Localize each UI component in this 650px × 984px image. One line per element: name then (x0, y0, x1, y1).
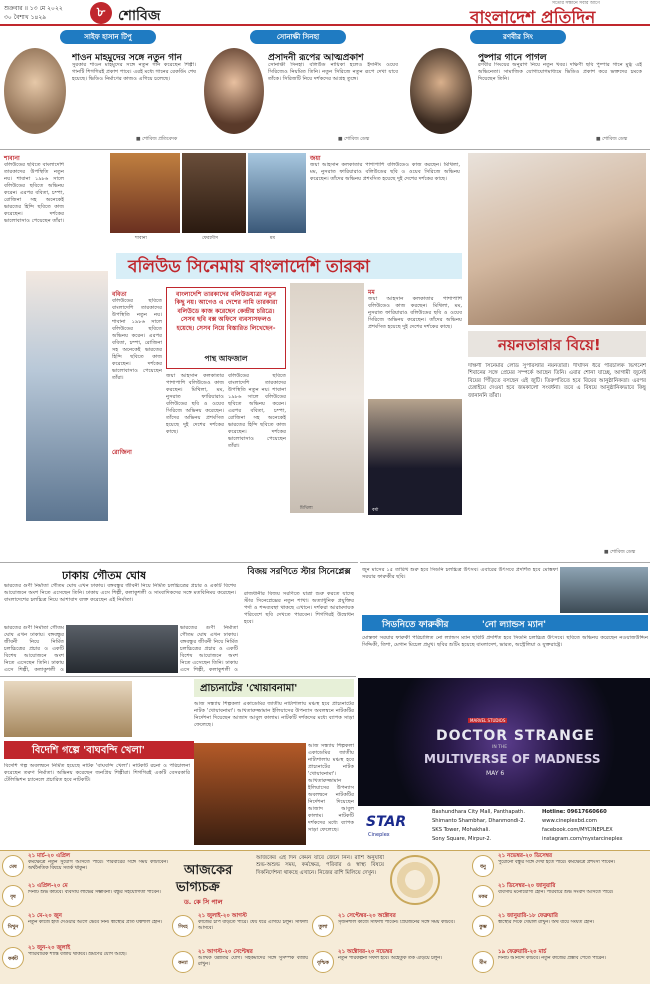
sign-kumbha-icon: কুম্ভ (472, 915, 494, 937)
khoabnama-body: আজ সন্ধ্যায় শিল্পকলা একাডেমির জাতীয় নাট্যশালায় মঞ্চস্থ হবে প্রাচ্যনাটের নাটক 'খোয়াবনামা'। আখতারুজ্জামান ইলিয়াসের উপন্যাস অবলম্বনে নাটকটির নির্দেশনা দিয়েছেন আজাদ আবুল কালাম। নাটকটি দর্শকদের মধ্যে ব্যাপক সাড়া ফেলেছে। (194, 701, 354, 728)
photo-bideshi (4, 681, 132, 737)
sign-mithun-text: নতুন কাজে হাত দেওয়ার আগে ভেবে নিন। স্বাস্থ্যের প্রতি যত্নশীল হোন। (28, 920, 162, 925)
headline-1: শাওন মাহমুদের সঙ্গে নতুন গান (72, 53, 182, 63)
ad-footer (358, 806, 650, 846)
star-logo: STAR (366, 814, 407, 830)
photo-sonakshi (204, 48, 264, 134)
feature-col-d: বলিউডের ছবিতে বাংলাদেশি তারকাদের উপস্থিতি নতুন নয়। শাবানা ১৯৮৬ সালে বলিউডের ছবিতে অভিনয় করেন। এরপর ববিতা, চম্পা, রোজিনা সহ অনেকেই ভারতের হিন্দি ছবিতে কাজ করেছেন। দর্শকের ভালোবাসাও পেয়েছেন তাঁরা। (228, 373, 286, 449)
sign-mithun-icon: মিথুন (2, 915, 24, 937)
credit-1: ■ শোবিজ প্রতিবেদক (136, 137, 178, 142)
sign-karkat-text: পারিবারিক শান্তি বজায় থাকবে। ভ্রমণের যোগ আছে। (28, 952, 127, 957)
feature-banner (116, 253, 462, 279)
sign-mithun-date: ২১ মে-২০ জুন (28, 913, 62, 919)
top-row (0, 28, 650, 150)
nayantara-headline-bar (468, 331, 646, 357)
horoscope-author: ড. কে সি পাল (184, 898, 223, 906)
khoabnama-headline: প্রাচ্যনাটের 'খোয়াবনামা' (200, 683, 298, 694)
sign-meen-text: দিনটি আনন্দে কাটবে। নতুন কাজের প্রস্তাব পেতে পারেন। (498, 956, 606, 961)
horoscope-section (0, 850, 650, 984)
star-cineplex-headline: বিজয় সরণিতে স্টার সিনেপ্লেক্স (247, 567, 351, 577)
ad-date: MAY 6 (486, 770, 505, 777)
no-lands-man-section (360, 562, 650, 674)
sign-tula-text: সৃজনশীল কাজে সাফল্য পাবেন। প্রিয়জনের সঙ্গে সময় কাটবে। (338, 920, 455, 925)
sign-singha-date: ২১ জুলাই-২০ আগস্ট (198, 913, 247, 919)
sign-brish-icon: বৃষ (2, 885, 24, 907)
caption-1: শাবানা (135, 236, 147, 241)
ad-hotline: Hotline: 09617660660 (542, 809, 607, 815)
paper-name: বাংলাদেশ প্রতিদিন (470, 8, 596, 28)
ad-loc-4: Sony Square, Mirpur-2. (432, 836, 492, 842)
photo-shabana (110, 153, 180, 233)
feature-headline: বলিউড সিনেমায় বাংলাদেশি তারকা (128, 257, 370, 277)
nlm-headline-bar (362, 615, 648, 631)
gautam-headline: ঢাকায় গৌতম ঘোষ (62, 569, 147, 582)
sign-brishchik-date: ২১ অক্টোবর-২০ নভেম্বর (338, 949, 393, 955)
section-name: শোবিজ (118, 8, 161, 24)
nayantara-section (464, 151, 650, 561)
ad-brand: MARVEL STUDIOS (470, 718, 506, 723)
byline-3: রণবীর সিং (470, 30, 566, 44)
sub-head-shabana: শাবানা (4, 155, 20, 162)
sign-tula-icon: তুলা (312, 915, 334, 937)
horoscope-intro: আজকের এই দিন কেমন যাবে জেনে নিন। রাশি অনুযায়ী শুভ-অশুভ সময়, কর্মক্ষেত্র, পরিবার ও স্বাস্থ্য বিষয়ে দিকনির্দেশনা থাকছে এখানে। নিজের রাশি মিলিয়ে দেখুন। (256, 855, 384, 876)
ad-facebook: facebook.com/MYCINEPLEX (542, 827, 613, 833)
issue-date-bn: ৩০ বৈশাখ ১৪২৯ (4, 14, 47, 21)
zodiac-wheel-icon (390, 855, 440, 905)
sign-brishchik-icon: বৃশ্চিক (312, 951, 334, 973)
feature-intro-box (166, 287, 286, 369)
bideshi-headline-bar (4, 741, 194, 759)
feature-left-text: বলিউডের ছবিতে বাংলাদেশি তারকাদের উপস্থিতি নতুন নয়। শাবানা ১৯৮৬ সালে বলিউডের ছবিতে অভিনয় করেন। এরপর ববিতা, চম্পা, রোজিনা সহ অনেকেই ভারতের হিন্দি ছবিতে কাজ করেছেন। দর্শকের ভালোবাসাও পেয়েছেন তাঁরা। (4, 162, 64, 224)
gautam-body-2: ভারতের গুণী নির্মাতা গৌতম ঘোষ এখন ঢাকায়। বঙ্গবন্ধুর জীবনী নিয়ে নির্মিত চলচ্চিত্রের প্রচার ও একটি বিশেষ আয়োজনে অংশ নিতে এসেছেন তিনি। ঢাকায় এসে শিল্পী, কলাকুশলী ও (4, 625, 64, 673)
feature-section (0, 151, 462, 561)
sign-mesh-icon: মেষ (2, 855, 24, 877)
sign-makar-date: ২১ ডিসেম্বর-২০ জানুয়ারি (498, 883, 556, 889)
photo-khoabnama (194, 743, 306, 845)
sign-karkat-date: ২১ জুন-২০ জুলাই (28, 945, 71, 951)
bideshi-body: বিদেশি গল্প অবলম্বনে নির্মিত হয়েছে নাটক 'বাঘবন্দি খেলা'। নাটকটি রচনা ও পরিচালনা করেছেন তরুণ নির্মাতা। অভিনয় করেছেন জনপ্রিয় শিল্পীরা। শিগগিরই একটি বেসরকারি টেলিভিশন চ্যানেলে প্রচারিত হবে নাটকটি। (4, 763, 190, 783)
bideshi-section (0, 676, 194, 848)
sign-meen-icon: মীন (472, 951, 494, 973)
sign-kanya-icon: কন্যা (172, 951, 194, 973)
photo-nayantara (468, 153, 646, 325)
feature-intro: বাংলাদেশি তারকাদের বলিউডযাত্রা নতুন কিছু নয়। আগেও এ দেশের নামি তারকারা বলিউডে কাজ করেছেন কেন্দ্রীয় চরিত্রে। সেসব ছবি বক্স অফিসে ব্যবসাসফলও হয়েছে। সেসব নিয়ে বিস্তারিত লিখেছেন- (174, 291, 278, 332)
feature-col-e: জয়া আহসান কলকাতার পাশাপাশি বলিউডেও কাজ করছেন। মিথিলা, মম, নুসরাত ফারিয়ারাও বলিউডের ছবি ও ওয়েব সিরিজে অভিনয় করেছেন। তাঁদের অভিনয় প্রশংসিত হয়েছে দুই দেশের দর্শকের কাছে। (368, 296, 462, 330)
photo-black-dress (368, 399, 462, 515)
sub-head-mom: মম (368, 289, 375, 296)
sign-makar-icon: মকর (472, 885, 494, 907)
credit-3: ■ শোবিজ ডেস্ক (596, 137, 628, 142)
photo-gautam (66, 625, 178, 673)
sign-kanya-date: ২১ আগস্ট-২০ সেপ্টেম্বর (198, 949, 253, 955)
byline-2: সোনাক্ষী সিনহা (250, 30, 346, 44)
photo-nlm (560, 567, 648, 613)
caption-3: মম (270, 236, 275, 241)
sign-kanya-text: আর্থিক উন্নতির যোগ। সহকর্মীদের সঙ্গে সুসম্পর্ক বজায় রাখুন। (198, 956, 308, 968)
ad-loc-3: SKS Tower, Mohakhali. (432, 827, 491, 833)
ad-loc-2: Shimanto Shambhar, Dhanmondi-2. (432, 818, 526, 824)
nayantara-body: দক্ষিণী সিনেমার লেডি সুপারস্টার নয়নতারা। দীর্ঘদিন ধরে পরিচালক ভিগনেশ শিবানের সঙ্গে প্রেমের সম্পর্কে আছেন তিনি। এবার শোনা যাচ্ছে, আগামী জুনেই বিয়ের পিঁড়িতে বসছেন এই জুটি। তিরুপতিতে হবে বিয়ের আনুষ্ঠানিকতা। এরপর চেন্নাইয়ে দেওয়া হবে জমকালো সংবর্ধনা। তবে এ বিষয়ে আনুষ্ঠানিকভাবে কিছু জানাননি তাঁরা। (468, 363, 646, 399)
sign-singha-text: কাজের চাপ বাড়তে পারে। ধৈর্য ধরে এগিয়ে চলুন। সাফল্য আসবে। (198, 920, 308, 932)
sign-singha-icon: সিংহ (172, 915, 194, 937)
ad-subtitle: MULTIVERSE OF MADNESS (424, 752, 601, 766)
photo-ranveer (410, 48, 472, 134)
nlm-body: মোস্তফা সরয়ার ফারুকী পরিচালিত নো ল্যান্ডস ম্যান ছবিটি প্রদর্শিত হবে সিডনি চলচ্চিত্র উৎসবে। ছবিতে অভিনয় করেছেন নওয়াজউদ্দিন সিদ্দিকী, তিশা, মেগান মিচেল প্রমুখ। ছবির শুটিং হয়েছে বাংলাদেশ, ভারত, অস্ট্রেলিয়া ও যুক্তরাষ্ট্রে। (362, 635, 648, 648)
sub-head-joya: জয়া (310, 155, 321, 162)
gautam-body: ভারতের গুণী নির্মাতা গৌতম ঘোষ এখন ঢাকায়। বঙ্গবন্ধুর জীবনী নিয়ে নির্মিত চলচ্চিত্রের প্রচার ও একটি বিশেষ আয়োজনে অংশ নিতে এসেছেন তিনি। ঢাকায় এসে শিল্পী, কলাকুশলী ও সাংবাদিকদের সঙ্গে মতবিনিময় করেছেন। বাংলাদেশের চলচ্চিত্র নিয়ে আশাবাদ ব্যক্ত করেছেন এই নির্মাতা। (4, 583, 236, 603)
paper-tagline: সত্যের সন্ধানে সবার আগে (552, 1, 600, 6)
sign-brishchik-text: নতুন পরিকল্পনা সফল হবে। অহেতুক তর্ক এড়িয়ে চলুন। (338, 956, 442, 961)
feature-col-c: জয়া আহসান কলকাতার পাশাপাশি বলিউডেও কাজ করছেন। মিথিলা, মম, নুসরাত ফারিয়ারাও বলিউডের ছবি ও ওয়েব সিরিজে অভিনয় করেছেন। তাঁদের অভিনয় প্রশংসিত হয়েছে দুই দেশের দর্শকের কাছে। (166, 373, 224, 435)
credit-2: ■ শোবিজ ডেস্ক (338, 137, 370, 142)
sign-mesh-text: কর্মক্ষেত্রে নতুন সুযোগ আসতে পারে। পরিবারের সঙ্গে সময় কাটাবেন। অর্থনৈতিক বিষয়ে সতর্ক থাকুন। (28, 860, 168, 872)
byline-1: সাইফ হাসান টিপু (60, 30, 156, 44)
nayantara-credit: ■ শোবিজ ডেস্ক (604, 550, 636, 555)
sign-dhanu-icon: ধনু (472, 855, 494, 877)
photo-center-actress (290, 283, 364, 513)
star-cineplex-body: রাজধানীর বিজয় সরণিতে যাত্রা শুরু করতে যাচ্ছে স্টার সিনেপ্লেক্সের নতুন শাখা। অত্যাধুনিক প্রযুক্তির পর্দা ও শব্দব্যবস্থা থাকছে এখানে। দর্শকরা আরামদায়ক পরিবেশে ছবি দেখতে পারবেন। শিগগিরই উদ্বোধন হবে। (244, 591, 354, 625)
star-logo-sub: Cineplex (368, 832, 390, 838)
sign-dhanu-date: ২১ নভেম্বর-২০ ডিসেম্বর (498, 853, 552, 859)
body-2: সোনাক্ষী সিনহা। বলিউড নায়িকা হলেও ইদানীং ওয়েব সিরিজেও নিয়মিত তিনি। নতুন সিরিজে নতুন রূপে দেখা যাবে তাঁকে। সিরিজটি নিয়ে দর্শকদের আগ্রহ তুঙ্গে। (268, 62, 398, 82)
sign-kumbha-text: স্বাস্থ্যের দিকে খেয়াল রাখুন। অর্থ ব্যয়ে সংযত হোন। (498, 920, 595, 925)
caption-black-dress: বর্ষা (372, 508, 379, 513)
gautam-section (0, 562, 240, 674)
horoscope-title-a: আজকের (184, 863, 233, 878)
feature-right-text: জয়া আহসান কলকাতার পাশাপাশি বলিউডেও কাজ করছেন। মিথিলা, মম, নুসরাত ফারিয়ারাও বলিউডের ছবি ও ওয়েব সিরিজে অভিনয় করেছেন। তাঁদের অভিনয় প্রশংসিত হয়েছে দুই দেশের দর্শকের কাছে। (310, 162, 460, 182)
photo-mom (248, 153, 306, 233)
ad-instagram: instagram.com/mystarcineplex (542, 836, 623, 842)
doctor-strange-ad[interactable] (358, 678, 650, 846)
bideshi-headline: বিদেশি গল্পে 'বাঘবন্দি খেলা' (32, 745, 145, 756)
star-cineplex-section (240, 562, 358, 674)
horoscope-title-b: ভাগ্যচক্র (176, 880, 220, 895)
ad-title: DOCTOR STRANGE (436, 728, 595, 744)
sign-dhanu-text: পুরোনো বন্ধুর সঙ্গে দেখা হতে পারে। কর্মক্ষেত্রে প্রশংসা পাবেন। (498, 860, 616, 865)
feature-author: পান্থ আফজাল (204, 354, 248, 363)
gautam-body-3: ভারতের গুণী নির্মাতা গৌতম ঘোষ এখন ঢাকায়। বঙ্গবন্ধুর জীবনী নিয়ে নির্মিত চলচ্চিত্রের প্রচার ও একটি বিশেষ আয়োজনে অংশ নিতে এসেছেন তিনি। ঢাকায় এসে শিল্পী, কলাকুশলী ও (180, 625, 238, 673)
body-1: সুরকার শাওন মাহমুদের সঙ্গে নতুন গান করেছেন শিল্পী। গানটি শিগগিরই প্রকাশ পাবে। এরই মধ্যে গানের রেকর্ডিং শেষ হয়েছে। ভিডিও নির্মাণের কাজও এগিয়ে চলেছে। (72, 62, 196, 82)
sign-brish-text: দিনটি শুভ কাটবে। ব্যবসায় লাভের সম্ভাবনা। বন্ধুর সহযোগিতা পাবেন। (28, 890, 161, 895)
nayantara-headline: নয়নতারার বিয়ে! (498, 336, 601, 354)
sub-head-rozina: রোজিনা (112, 449, 132, 456)
khoabnama-body-2: আজ সন্ধ্যায় শিল্পকলা একাডেমির জাতীয় নাট্যশালায় মঞ্চস্থ হবে প্রাচ্যনাটের নাটক 'খোয়াবনামা'। আখতারুজ্জামান ইলিয়াসের উপন্যাস অবলম্বনে নাটকটির নির্দেশনা দিয়েছেন আজাদ আবুল কালাম। নাটকটি দর্শকদের মধ্যে ব্যাপক সাড়া ফেলেছে। (308, 743, 354, 833)
sign-makar-text: ব্যবসায় মনোযোগী হোন। পরিবারে শুভ সংবাদ আসতে পারে। (498, 890, 614, 895)
khoabnama-headline-bar (194, 679, 354, 697)
sign-brish-date: ২১ এপ্রিল-২০ মে (28, 883, 68, 889)
sign-mesh-date: ২১ মার্চ-২০ এপ্রিল (28, 853, 70, 859)
photo-left-actress (26, 271, 108, 521)
ad-loc-1: Bashundhara City Mall, Panthapath. (432, 809, 525, 815)
issue-date: শুক্রবার ॥ ১৩ মে ২০২২ (4, 5, 63, 12)
caption-center: মিথিলা (300, 506, 313, 511)
photo-ferdous (182, 153, 246, 233)
sign-tula-date: ২১ সেপ্টেম্বর-২০ অক্টোবর (338, 913, 396, 919)
nlm-headline-quote: 'নো ল্যান্ডস ম্যান' (482, 620, 547, 630)
page-number: ৮ (90, 2, 112, 24)
caption-2: ফেরদৌস (202, 236, 219, 241)
sign-meen-date: ১৯ ফেব্রুয়ারি-২০ মার্চ (498, 949, 547, 955)
ad-subtitle-small: IN THE (492, 745, 508, 750)
feature-mid-text: বলিউডের ছবিতে বাংলাদেশি তারকাদের উপস্থিতি নতুন নয়। শাবানা ১৯৮৬ সালে বলিউডের ছবিতে অভিনয় করেন। এরপর ববিতা, চম্পা, রোজিনা সহ অনেকেই ভারতের হিন্দি ছবিতে কাজ করেছেন। দর্শকের ভালোবাসাও পেয়েছেন তাঁরা। (112, 298, 162, 381)
body-3: রণবীর সিংয়ের অনুরাগ নিয়ে নতুন খবর। দক্ষিণী ছবি পুষ্পার গানে মুগ্ধ এই অভিনেতা। সামাজিক যোগাযোগমাধ্যমে ভিডিও প্রকাশ করে ভক্তদের চমকে দিয়েছেন তিনি। (478, 62, 642, 82)
headline-2: প্রসাদনী রূপের আত্মপ্রকাশ (268, 53, 364, 63)
photo-shaon (4, 48, 66, 134)
masthead (0, 0, 650, 26)
nlm-top-body: জুন মাসের ১৫ তারিখ শুরু হবে সিডনি চলচ্চিত্র উৎসব। এবারের উৎসবে প্রদর্শিত হবে মোস্তফা সরয়ার ফারুকীর ছবি। (362, 567, 558, 580)
sub-head-bobita: ববিতা (112, 291, 127, 298)
headline-3: পুষ্পার গানে পাগল (478, 53, 547, 63)
ad-website: www.cineplexbd.com (542, 818, 597, 824)
sign-kumbha-date: ২১ জানুয়ারি-১৮ ফেব্রুয়ারি (498, 913, 558, 919)
sign-karkat-icon: কর্কট (2, 947, 24, 969)
nlm-headline-pre: সিডনিতে ফারুকীর (382, 620, 449, 630)
